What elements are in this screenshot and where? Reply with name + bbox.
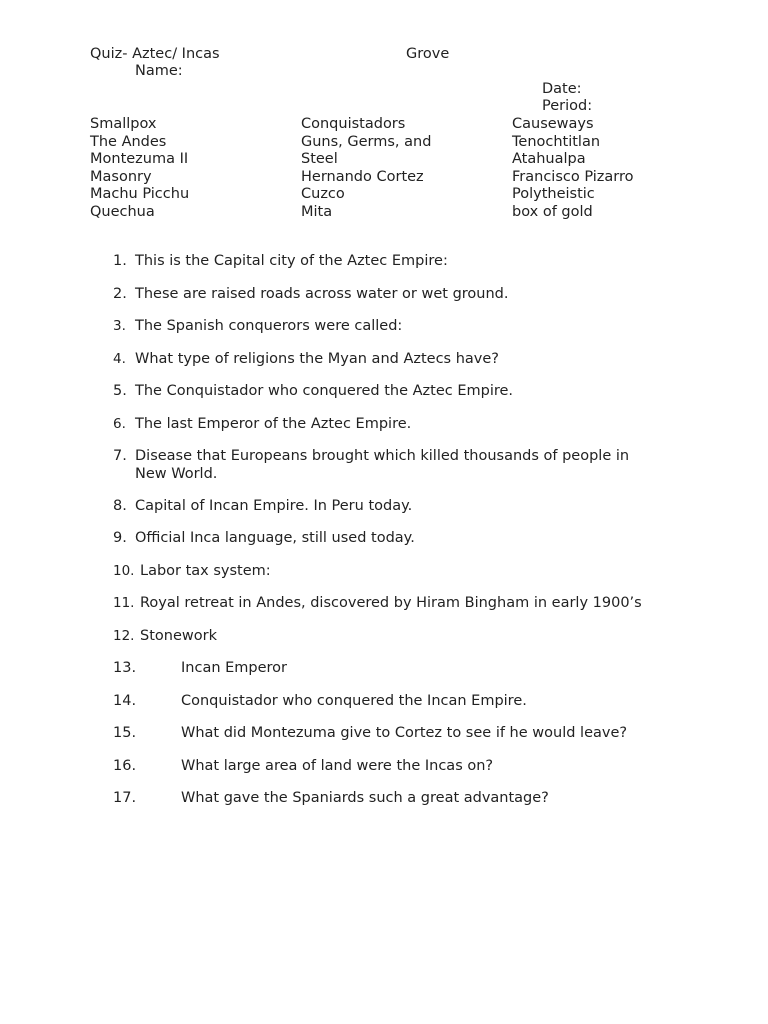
question-item [113,253,673,271]
question-number: 16. [113,757,137,774]
question-text: What gave the Spaniards such a great advantage? [181,790,549,806]
question-item [113,318,673,336]
question-text: Incan Emperor [181,660,288,676]
question-number: 11. [113,595,135,611]
word-bank-term: Atahualpa [512,151,586,167]
question-text: Disease that Europeans brought which killed thousands of people in [135,448,630,464]
name-label: Name: [135,63,183,79]
question-text: What did Montezuma give to Cortez to see if he would leave? [181,725,628,741]
question-text: These are raised roads across water or wet ground. [135,285,509,302]
question-text: Royal retreat in Andes, discovered by Hiram Bingham in early 1900’s [140,595,642,611]
teacher-name: Grove [406,46,450,62]
word-bank-term: Francisco Pizarro [512,168,634,185]
word-bank-column-2 [301,116,431,221]
question-text: The Conquistador who conquered the Aztec Empire. [135,383,514,399]
word-bank-term: Causeways [512,116,594,132]
word-bank-column-1 [90,116,189,221]
question-text: Labor tax system: [140,562,271,579]
word-bank-term: Conquistadors [301,116,406,132]
question-text-continued: New World. [135,465,218,482]
date-label: Date: [542,81,582,97]
question-number: 7. [113,448,127,464]
question-text: The Spanish conquerors were called: [135,318,403,334]
word-bank-term: Smallpox [90,116,157,132]
period-label: Period: [542,98,593,114]
question-text: What type of religions the Myan and Aztecs have? [135,350,499,367]
question-text: Capital of Incan Empire. In Peru today. [135,497,413,514]
word-bank-term: box of gold [512,203,593,220]
word-bank-term: Cuzco [301,186,345,202]
word-bank-term: Montezuma II [90,151,189,167]
word-bank-term: The Andes [90,133,167,150]
question-item [113,628,673,646]
question-number: 12. [113,627,135,644]
question-number: 15. [113,725,137,741]
question-text: The last Emperor of the Aztec Empire. [135,415,412,432]
word-bank-term: Hernando Cortez [301,168,424,185]
question-text: Conquistador who conquered the Incan Empire. [181,692,527,709]
quiz-title: Quiz- Aztec/ Incas [90,46,220,62]
question-item [113,383,673,401]
question-text: This is the Capital city of the Aztec Empire: [135,253,448,269]
question-text: What large area of land were the Incas on? [181,757,494,774]
question-number: 6. [113,415,126,432]
question-number: 9. [113,530,127,546]
question-item [113,758,673,776]
question-number: 1. [113,253,127,269]
question-number: 5. [113,383,127,399]
word-bank-term: Machu Picchu [90,186,190,202]
question-item [113,660,673,678]
question-item [113,563,673,581]
word-bank-term: Guns, Germs, and [301,133,432,150]
question-number: 14. [113,692,137,709]
question-item [113,416,673,434]
question-item [113,725,673,743]
question-item [113,286,673,304]
word-bank-term: Polytheistic [512,186,595,202]
question-text: Official Inca language, still used today. [135,530,415,546]
question-list [113,253,673,823]
question-number: 10. [113,562,135,579]
question-item [113,530,673,548]
question-number: 4. [113,350,126,367]
word-bank-term: Quechua [90,203,155,220]
question-number: 13. [113,660,137,676]
question-text: Stonework [140,627,217,644]
question-item [113,448,673,483]
word-bank-term: Masonry [90,168,152,185]
question-number: 17. [113,790,137,806]
word-bank-term: Steel [301,151,338,167]
question-item [113,595,673,613]
question-number: 2. [113,285,127,302]
question-item [113,498,673,516]
word-bank-column-3 [512,116,634,221]
question-item [113,351,673,369]
word-bank-term: Tenochtitlan [512,133,601,150]
question-item [113,790,673,808]
question-item [113,693,673,711]
question-number: 3. [113,318,126,334]
word-bank-term: Mita [301,203,333,220]
question-number: 8. [113,497,127,514]
